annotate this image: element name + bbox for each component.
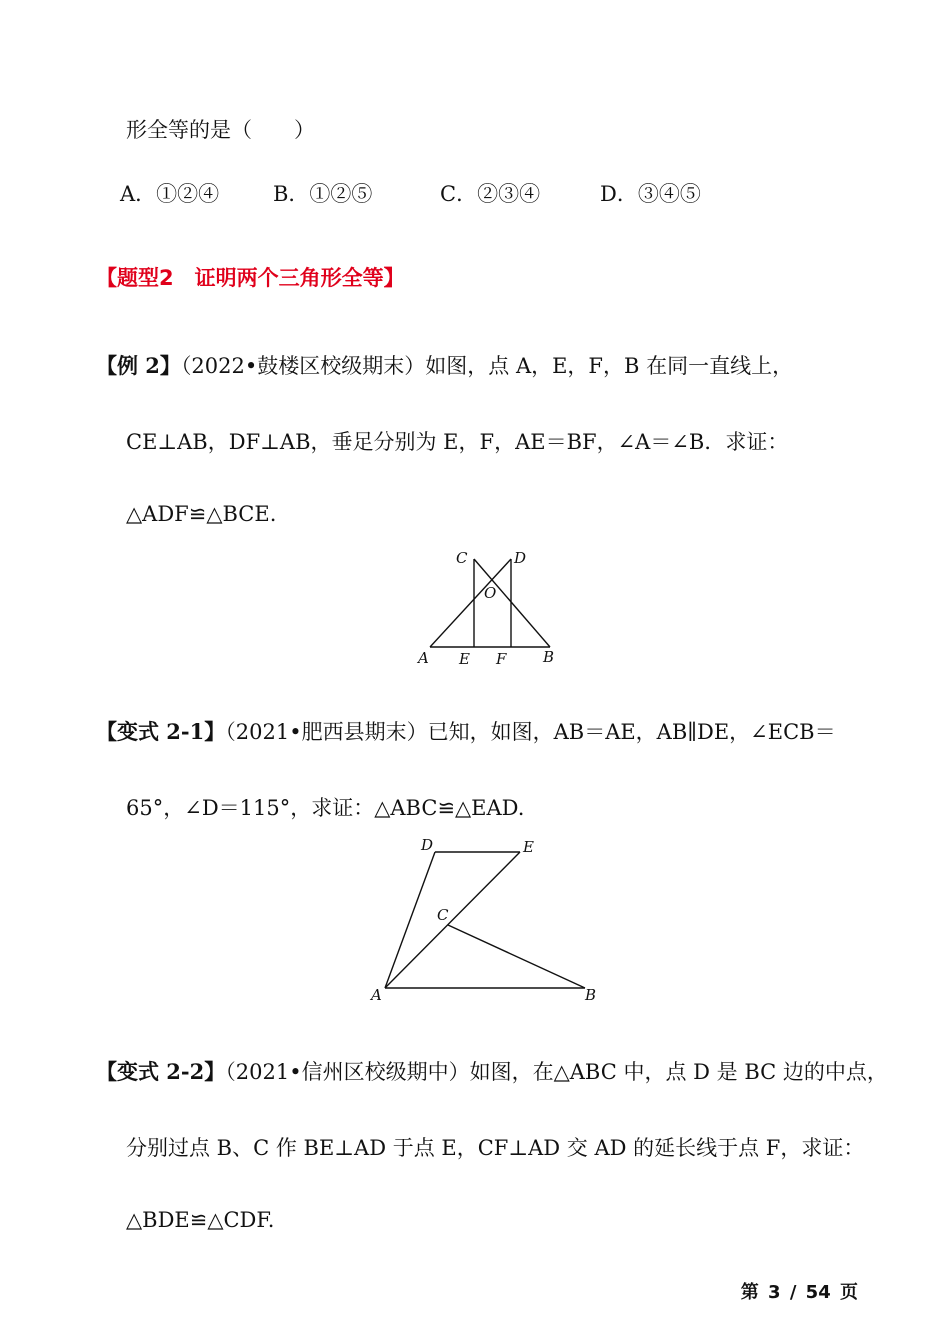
label-o: O bbox=[484, 584, 497, 602]
variant-2-1-line-1 bbox=[96, 716, 876, 746]
segment-cb bbox=[448, 925, 585, 988]
label-e: E bbox=[523, 838, 534, 856]
label-c: C bbox=[437, 906, 449, 924]
option-d: D．③④⑤ bbox=[600, 182, 701, 206]
label-d: D bbox=[421, 836, 434, 854]
segment-bc bbox=[474, 559, 550, 647]
option-c: C．②③④ bbox=[440, 182, 541, 206]
example-text: （2022•鼓楼区校级期末）如图，点 A，E，F，B 在同一直线上， bbox=[180, 354, 794, 378]
example-2-figure bbox=[410, 545, 570, 675]
section-title: 【题型2 证明两个三角形全等】 bbox=[96, 266, 405, 290]
label-e: E bbox=[459, 650, 470, 668]
example-2-line-1 bbox=[96, 350, 876, 380]
option-b: B．①②⑤ bbox=[273, 182, 373, 206]
option-a: A．①②④ bbox=[120, 182, 220, 206]
segment-da bbox=[385, 852, 435, 988]
label-f: F bbox=[496, 650, 507, 668]
variant-text: （2021•信州区校级期中）如图，在△ABC 中，点 D 是 BC 边的中点， bbox=[225, 1060, 888, 1084]
example-tag: 【例 2】 bbox=[96, 353, 181, 378]
variant-text: （2021•肥西县期末）已知，如图，AB＝AE，AB∥DE，∠ECB＝ bbox=[225, 720, 836, 744]
variant-tag: 【变式 2-1】 bbox=[96, 719, 226, 744]
example-2-line-3: △ADF≌△BCE. bbox=[126, 502, 277, 526]
page-number: 第 3 / 54 页 bbox=[740, 1282, 858, 1303]
variant-2-2-line-3: △BDE≌△CDF. bbox=[126, 1208, 275, 1232]
label-c: C bbox=[456, 549, 468, 567]
label-a: A bbox=[418, 649, 429, 667]
label-d: D bbox=[514, 549, 527, 567]
question-text: 形全等的是（ ） bbox=[126, 118, 315, 142]
label-b: B bbox=[585, 986, 597, 1004]
label-b: B bbox=[543, 648, 555, 666]
segment-ea bbox=[385, 852, 520, 988]
example-2-line-2: CE⊥AB，DF⊥AB，垂足分别为 E，F，AE＝BF，∠A＝∠B．求证： bbox=[126, 430, 789, 454]
variant-2-1-line-2: 65°，∠D＝115°，求证：△ABC≌△EAD. bbox=[126, 796, 525, 820]
variant-2-2-line-1 bbox=[96, 1056, 888, 1086]
segment-ad bbox=[430, 559, 511, 647]
variant-tag: 【变式 2-2】 bbox=[96, 1059, 226, 1084]
variant-2-2-line-2: 分别过点 B、C 作 BE⊥AD 于点 E，CF⊥AD 交 AD 的延长线于点 F，求证： bbox=[126, 1136, 865, 1160]
variant-2-1-figure bbox=[365, 832, 615, 1007]
label-a: A bbox=[371, 986, 382, 1004]
